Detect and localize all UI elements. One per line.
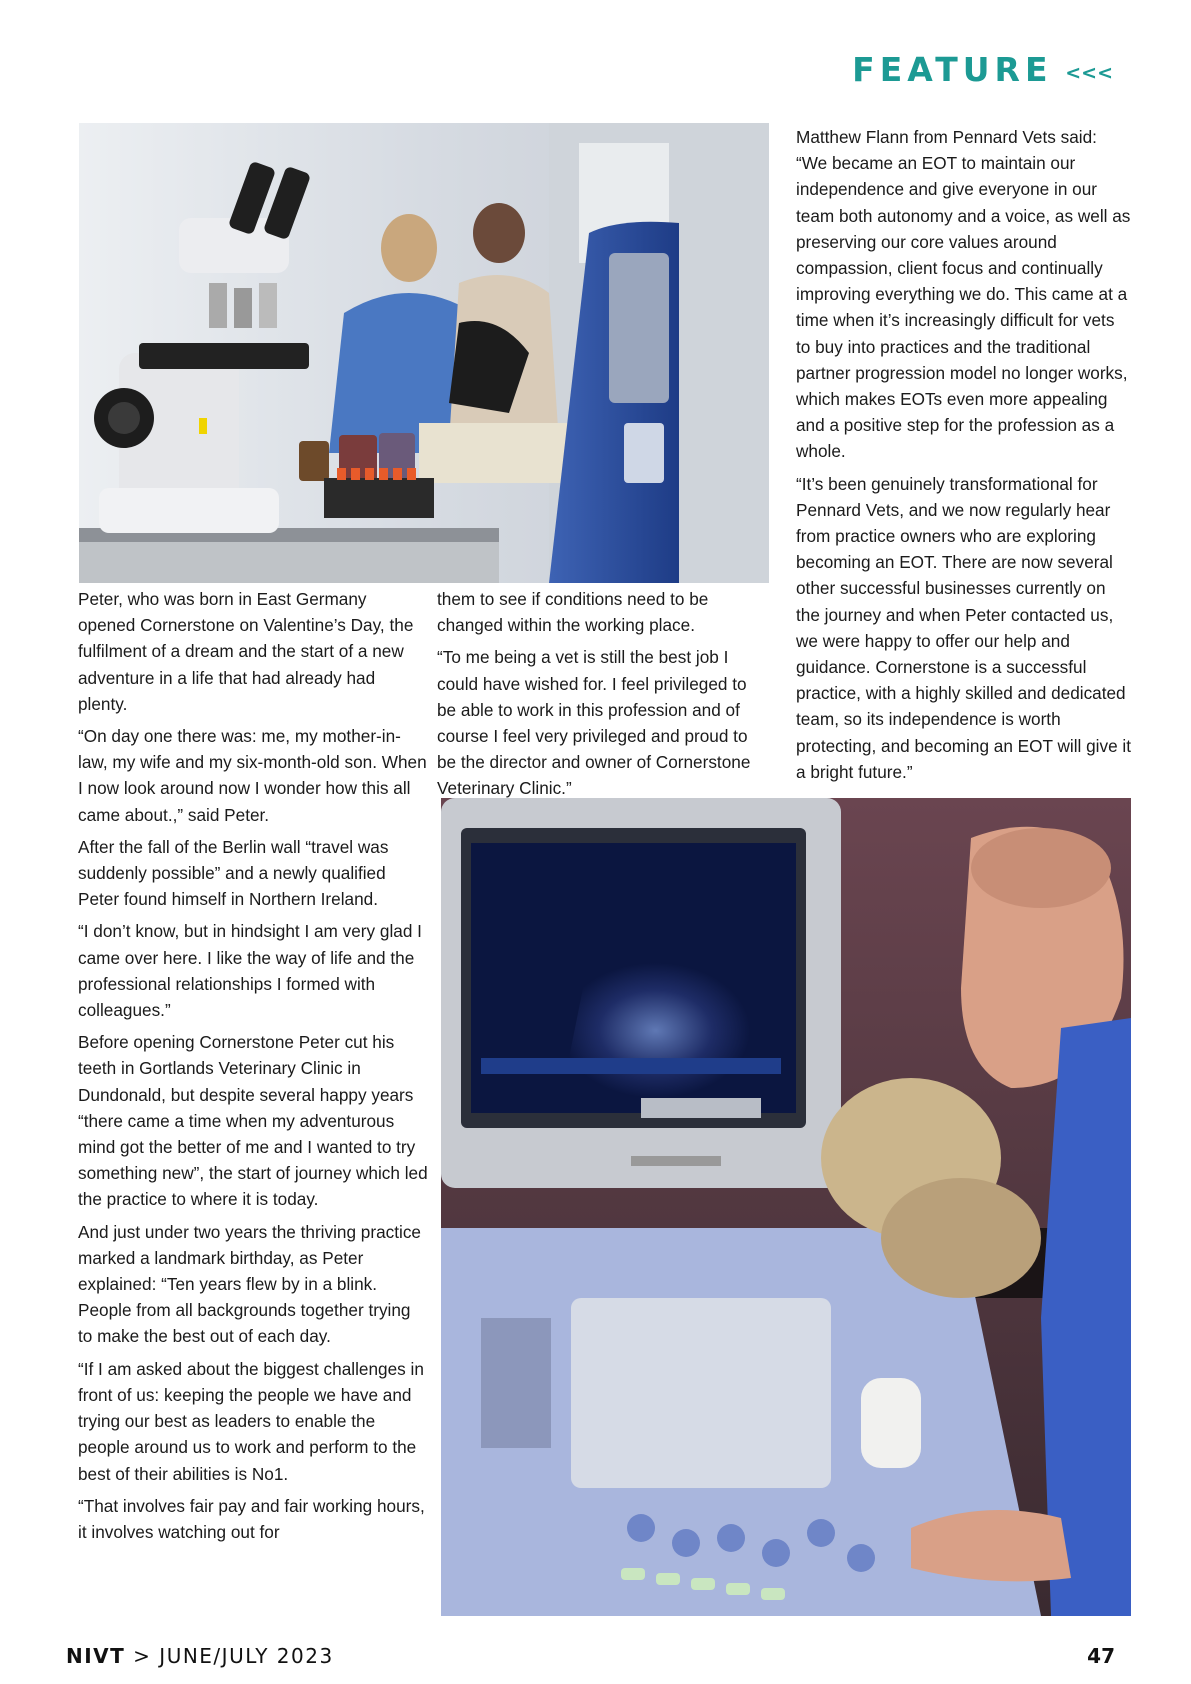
section-title: FEATURE [852,50,1053,89]
paragraph: “To me being a vet is still the best job I could have wished for. I feel privileged to be able to work in this profession and of course I feel very privileged and proud to be the director and owner of Cornerstone Veterinary Clinic.” [437,647,751,799]
paragraph: Before opening Cornerstone Peter cut his teeth in Gortlands Veterinary Clinic in Dundonald, but despite several happy years “there came a time when my adventurous mind got the better of me and I wanted to try something new”, the start of journey which led the practice to where it is today. [78,1032,428,1210]
paragraph: “If I am asked about the biggest challenges in front of us: keeping the people we have and trying our best as leaders to enable the people around us to work and perform to the best of their abilities is No1. [78,1358,424,1484]
paragraph: And just under two years the thriving practice marked a landmark birthday, as Peter explained: “Ten years flew by in a blink. People from all backgrounds together trying to make the best out of each day. [78,1221,421,1347]
paragraph: Matthew Flann from Pennard Vets said: “We became an EOT to maintain our independence and give everyone in our team both autonomy and a voice, as well as preserving our core values around compassion, client focus and continually improving everything we do. This came at a time when it’s increasingly difficult for vets to buy into practices and the traditional partner progression model no longer works, which makes EOTs even more appealing and a positive step for the profession as a whole. [796,127,1131,462]
chevrons-icon: <<< [1065,62,1113,84]
article-column-1 [78,586,428,1551]
page-number: 47 [1087,1644,1115,1668]
ultrasound-vet-photo [441,798,1131,1616]
paragraph: After the fall of the Berlin wall “travel was suddenly possible” and a newly qualified Peter found himself in Northern Ireland. [78,836,389,910]
paragraph: “I don’t know, but in hindsight I am very glad I came over here. I like the way of life and the professional relationships I formed with colleagues.” [78,921,422,1021]
lab-microscope-photo [79,123,769,583]
separator: > [125,1644,160,1668]
paragraph: “That involves fair pay and fair working hours, it involves watching out for [78,1495,425,1542]
magazine-name: NIVT [66,1644,126,1668]
article-column-3 [796,124,1131,791]
paragraph: them to see if conditions need to be changed within the working place. [437,589,709,636]
footer-issue [66,1644,334,1668]
issue-date: JUNE/JULY 2023 [159,1644,334,1668]
paragraph: Peter, who was born in East Germany opened Cornerstone on Valentine’s Day, the fulfilment of a dream and the start of a new adventure in a life that had already had plenty. [78,589,414,714]
paragraph: “It’s been genuinely transformational for Pennard Vets, and we now regularly hear from practice owners who are exploring becoming an EOT. There are now several other successful businesses currently on the journey and when Peter contacted us, we were happy to offer our help and guidance. Cornerstone is a successful practice, with a highly skilled and dedicated team, so its independence is worth protecting, and becoming an EOT will give it a bright future.” [796,473,1132,782]
article-column-2 [437,586,759,808]
paragraph: “On day one there was: me, my mother-in-law, my wife and my six-month-old son. When I now look around now I wonder how this all came about.,” said Peter. [78,726,427,825]
